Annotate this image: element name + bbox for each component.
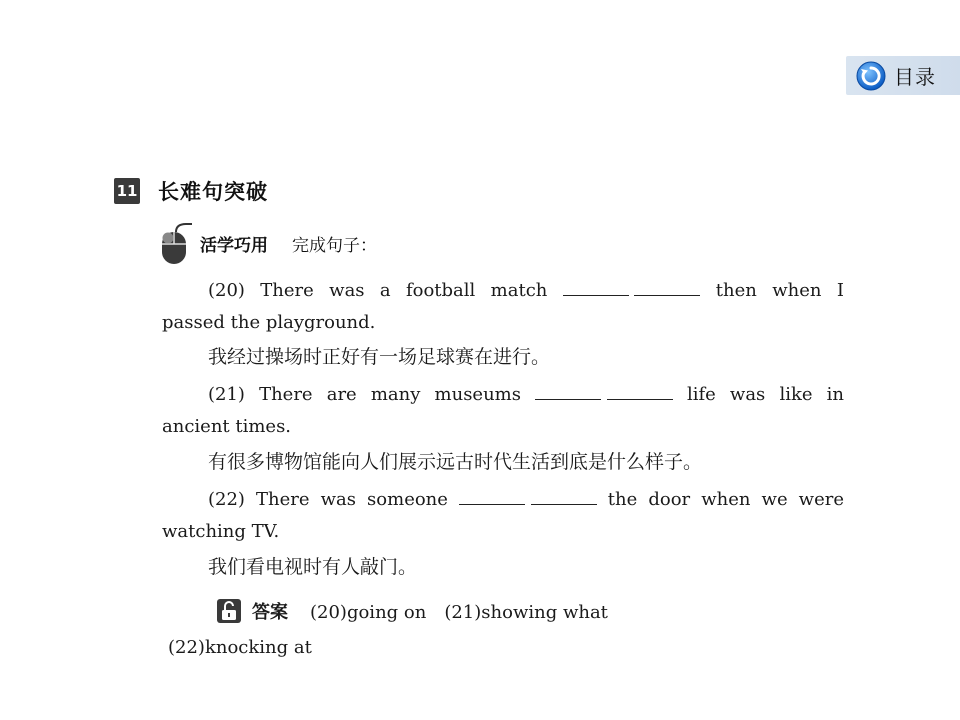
q21-word: There xyxy=(259,384,313,405)
q22-line1 xyxy=(208,486,844,511)
subsection-heading xyxy=(158,222,377,266)
subsection-instruction: 完成句子： xyxy=(292,236,377,256)
q20-word: then xyxy=(715,280,757,301)
q20-word: There xyxy=(260,280,314,301)
q20-blank-1[interactable] xyxy=(563,277,629,296)
q20-blanks xyxy=(563,277,701,302)
q22-word: the xyxy=(607,489,638,510)
q21-word: was xyxy=(729,384,766,405)
q22-blank-1[interactable] xyxy=(459,486,525,505)
q20-word: I xyxy=(836,280,844,301)
q22-blanks xyxy=(459,486,597,511)
answer-line1: (20)going on (21)showing what xyxy=(310,602,608,623)
section-title: 长难句突破 xyxy=(158,180,268,204)
section-number: 11 xyxy=(114,178,140,204)
mouse-icon xyxy=(158,222,194,266)
q20-translation: 我经过操场时正好有一场足球赛在进行。 xyxy=(208,346,551,368)
section-heading xyxy=(114,176,268,206)
answer-row xyxy=(216,598,608,624)
q20-word: football xyxy=(405,280,476,301)
q20-line1 xyxy=(208,277,844,302)
q20-blank-2[interactable] xyxy=(634,277,700,296)
q22-word: There xyxy=(256,489,310,510)
q21-word: are xyxy=(326,384,357,405)
q20-number: (20) xyxy=(208,280,245,301)
unlock-icon xyxy=(216,598,242,624)
subsection-title: 活学巧用 xyxy=(200,236,268,256)
q21-word: life xyxy=(686,384,716,405)
q22-word: someone xyxy=(367,489,448,510)
q20-word: when xyxy=(772,280,822,301)
q21-blank-2[interactable] xyxy=(607,381,673,400)
q22-number: (22) xyxy=(208,489,245,510)
q21-translation: 有很多博物馆能向人们展示远古时代生活到底是什么样子。 xyxy=(208,451,703,473)
q21-word: many xyxy=(370,384,421,405)
q22-line2: watching TV. xyxy=(162,521,280,542)
q21-number: (21) xyxy=(208,384,245,405)
answer-line2: (22)knocking at xyxy=(168,637,312,658)
q22-blank-2[interactable] xyxy=(531,486,597,505)
q22-word: when xyxy=(701,489,751,510)
q22-translation: 我们看电视时有人敲门。 xyxy=(208,556,418,578)
q20-word: match xyxy=(490,280,548,301)
toc-label: 目录 xyxy=(894,65,936,89)
q21-word: museums xyxy=(434,384,521,405)
q21-word: like xyxy=(779,384,813,405)
toc-button[interactable] xyxy=(846,56,960,95)
q22-word: we xyxy=(761,489,788,510)
q21-line1 xyxy=(208,381,844,406)
q21-blanks xyxy=(535,381,673,406)
refresh-circle-icon xyxy=(856,61,886,91)
q21-word: in xyxy=(826,384,844,405)
q20-word: a xyxy=(379,280,391,301)
q22-word: were xyxy=(798,489,844,510)
q21-line2: ancient times. xyxy=(162,416,292,437)
q20-word: was xyxy=(329,280,365,301)
q22-word: was xyxy=(320,489,356,510)
q22-word: door xyxy=(648,489,691,510)
answer-label: 答案 xyxy=(252,602,288,623)
q21-blank-1[interactable] xyxy=(535,381,601,400)
q20-line2: passed the playground. xyxy=(162,312,376,333)
